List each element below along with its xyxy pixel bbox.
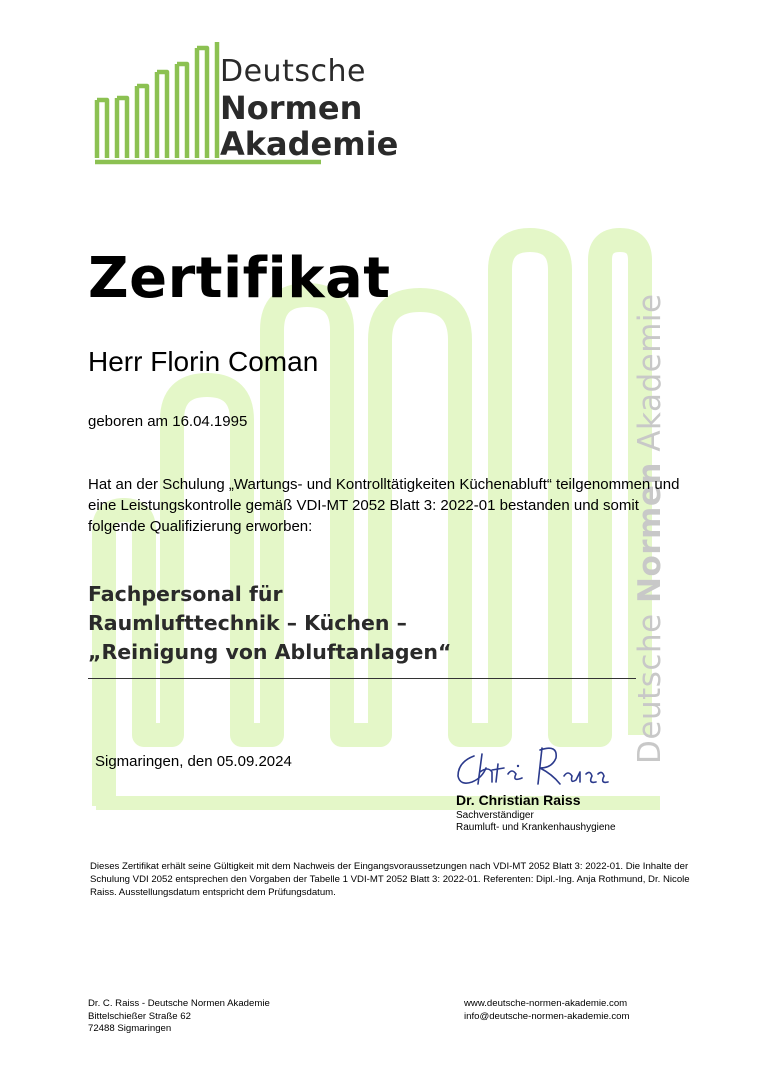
qualification-line: „Reinigung von Abluftanlagen“ [88,640,452,664]
watermark-word-normen: Normen [632,462,668,603]
footer-address-line: Dr. C. Raiss - Deutsche Normen Akademie [88,998,270,1009]
footer-website-link[interactable]: www.deutsche-normen-akademie.com [464,998,628,1009]
divider-line [88,678,636,679]
qualification-line: Fachpersonal für [88,582,283,606]
logo-text-line1: Deutsche [220,54,366,89]
watermark-word-akademie: Akademie [632,293,668,452]
birth-date: geboren am 16.04.1995 [88,413,248,430]
certificate-title: Zertifikat [88,246,391,311]
footer-contact [464,998,629,1023]
place-and-date: Sigmaringen, den 05.09.2024 [95,753,292,770]
logo-text-line2: Normen [220,89,363,127]
footer-address-line: Bittelschießer Straße 62 [88,1010,191,1022]
signer-name: Dr. Christian Raiss [456,792,581,808]
footer-address [88,998,270,1036]
certificate-body-text: Hat an der Schulung „Wartungs- und Kontrolltätigkeiten Küchenabluft“ teilgenommen und eine Leistungskontrolle gemäß VDI-MT 2052 Blatt 3: 2022-01 bestanden und somit folgende Qualifizierung erworben: [88,476,680,535]
signer-role: Sachverständiger [456,810,534,821]
watermark-word-deutsche: Deutsche [632,613,668,764]
validity-notice: Dieses Zertifikat erhält seine Gültigkeit mit dem Nachweis der Eingangsvoraussetzungen nach VDI-MT 2052 Blatt 3: 2022-01. Die Inhalte der Schulung VDI 2052 entsprechen den Vorgaben der Tabelle 1 VDI-MT 2052 Blatt 3: 2022-01. Referenten: Dipl.-Ing. Anja Rothmund, Dr. Nicole Raiss. Ausstellungsdatum entspricht dem Prüfungsdatum. [90,861,690,898]
handwritten-signature [452,738,612,794]
logo-text-line3: Akademie [220,125,399,163]
qualification-line: Raumlufttechnik – Küchen – [88,611,407,635]
footer-address-line: 72488 Sigmaringen [88,1023,172,1034]
footer-email-link[interactable]: info@deutsche-normen-akademie.com [464,1010,630,1022]
recipient-name: Herr Florin Coman [88,346,319,377]
signer-role-detail: Raumluft- und Krankenhaushygiene [456,822,616,833]
